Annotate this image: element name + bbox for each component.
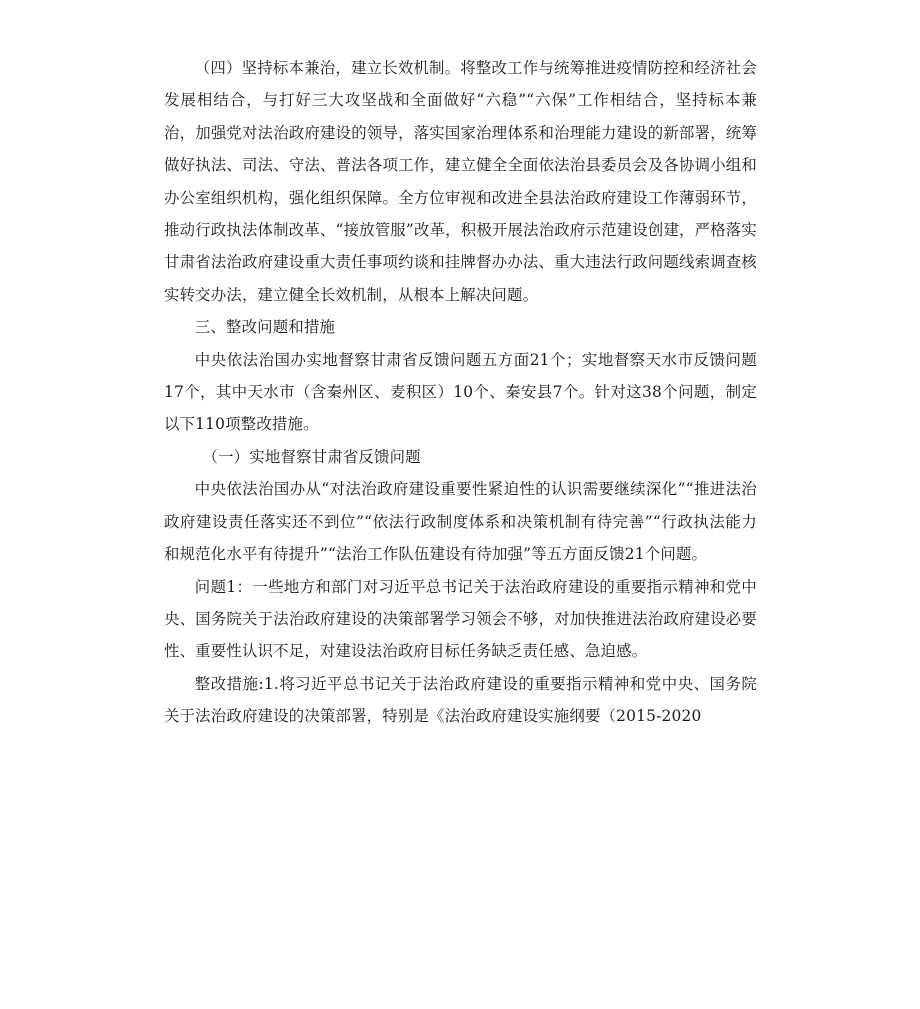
paragraph-problem-one: 问题1：一些地方和部门对习近平总书记关于法治政府建设的重要指示精神和党中央、国务院关于法治政府建设的决策部署学习领会不够，对加快推进法治政府建设必要性、重要性认识不足，对建设法治政府目标任务缺乏责任感、急迫感。: [164, 577, 757, 661]
paragraph-section-four: （四）坚持标本兼治，建立长效机制。将整改工作与统筹推进疫情防控和经济社会发展相结合，与打好三大攻坚战和全面做好“六稳”“六保”工作相结合，坚持标本兼治，加强党对法治政府建设的领导，落实国家治理体系和治理能力建设的新部署，统筹做好执法、司法、守法、普法各项工作，建立健全全面依法治县委员会及各协调小组和办公室组织机构，强化组织保障。全方位审视和改进全县法治政府建设工作薄弱环节，推动行政执法体制改革、“接放管服”改革，积极开展法治政府示范建设创建，严格落实甘肃省法治政府建设重大责任事项约谈和挂牌督办办法、重大违法行政问题线索调查核实转交办法，建立健全长效机制，从根本上解决问题。: [164, 59, 757, 304]
paragraph-rectification-measures: 整改措施:1.将习近平总书记关于法治政府建设的重要指示精神和党中央、国务院关于法治政府建设的决策部署，特别是《法治政府建设实施纲要（2015-2020: [164, 674, 757, 726]
heading-section-three: 三、整改问题和措施: [194, 318, 336, 337]
subheading-gansu-feedback: （一）实地督察甘肃省反馈问题: [202, 447, 421, 466]
document-body: [164, 52, 757, 733]
paragraph-problem-summary: 中央依法治国办实地督察甘肃省反馈问题五方面21个；实地督察天水市反馈问题17个，其中天水市（含秦州区、麦积区）10个、秦安县7个。针对这38个问题，制定以下110项整改措施。: [164, 350, 757, 434]
paragraph-five-aspects: 中央依法治国办从“对法治政府建设重要性紧迫性的认识需要继续深化”“推进法治政府建设责任落实还不到位”“依法行政制度体系和决策机制有待完善”“行政执法能力和规范化水平有待提升”“法治工作队伍建设有待加强”等五方面反馈21个问题。: [164, 480, 757, 564]
